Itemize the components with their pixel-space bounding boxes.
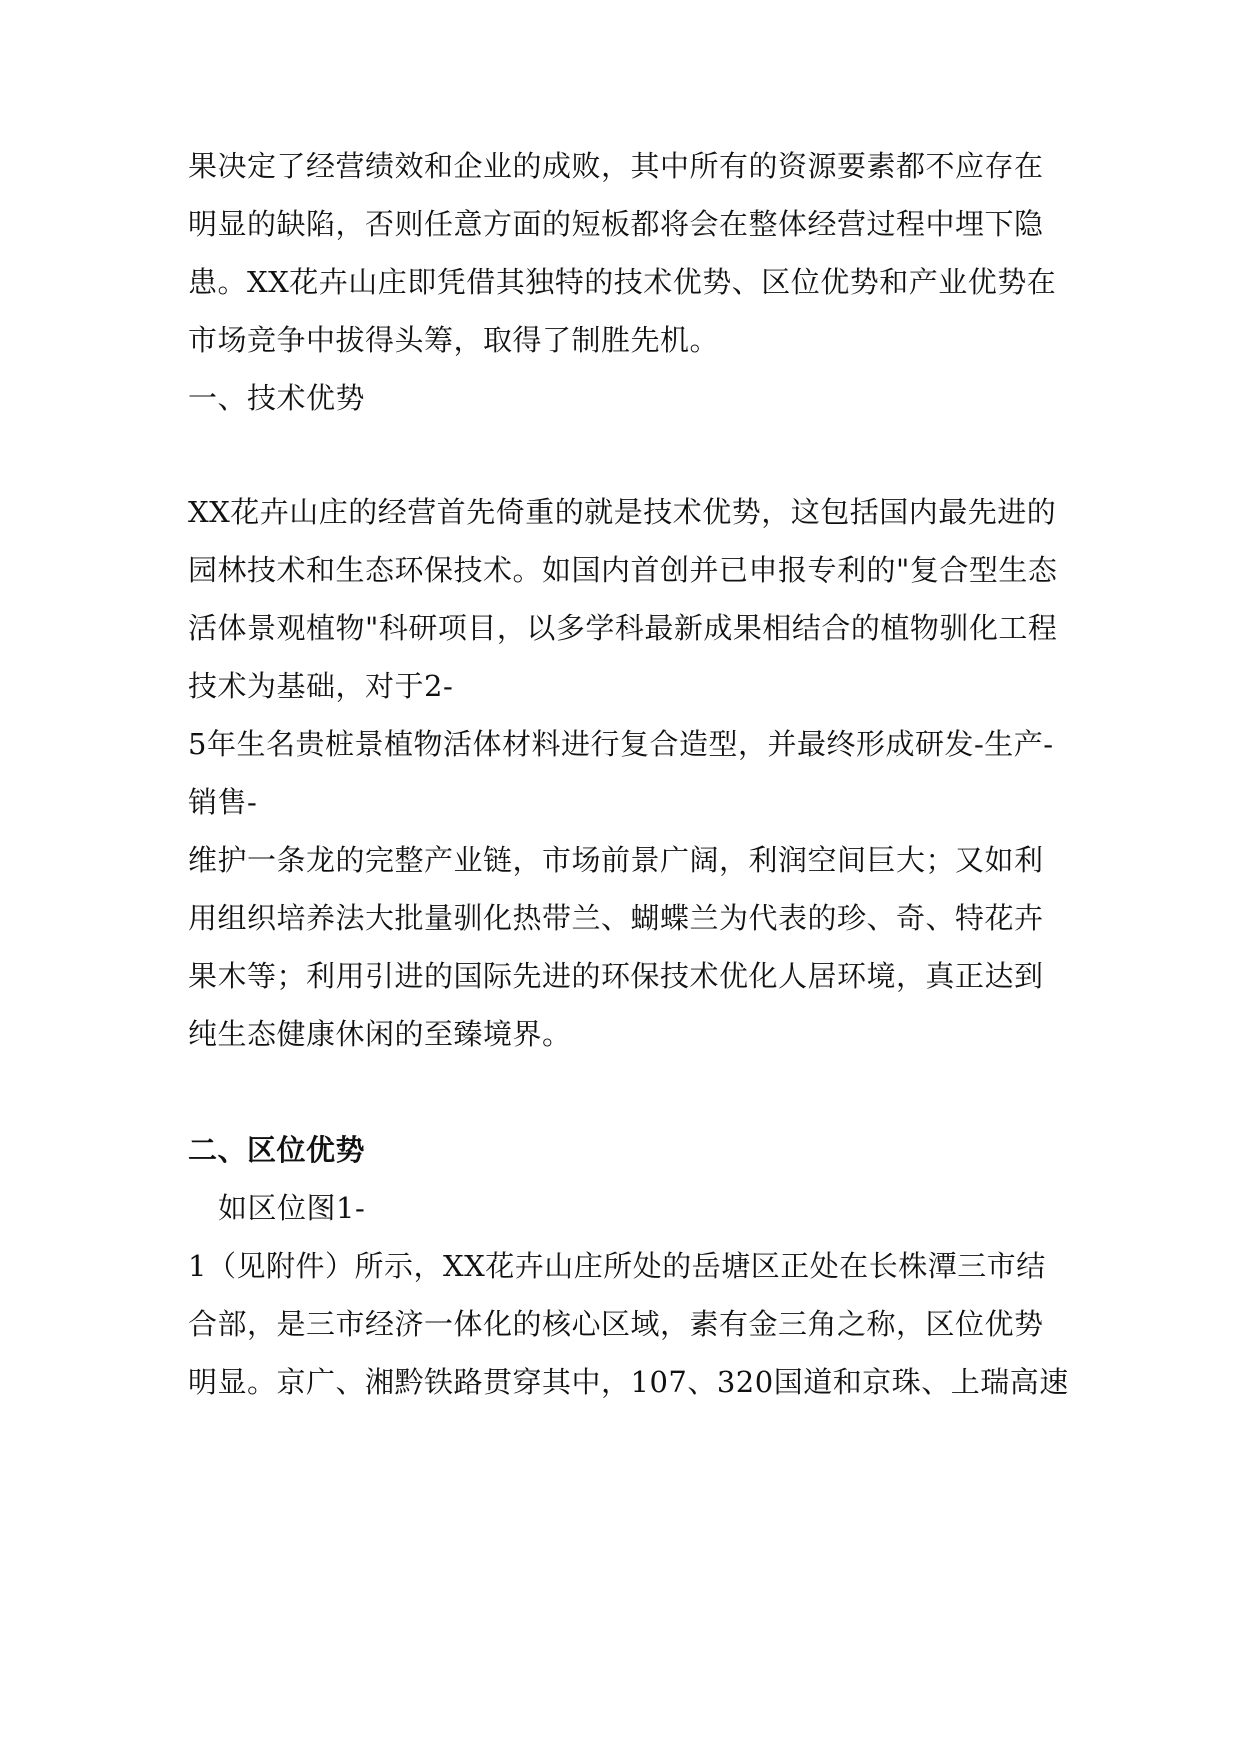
- paragraph-line: 合部，是三市经济一体化的核心区域，素有金三角之称，区位优势: [188, 1307, 1044, 1341]
- paragraph-line: 园林技术和生态环保技术。如国内首创并已申报专利的"复合型生态: [188, 553, 1058, 587]
- paragraph-line: 5年生名贵桩景植物活体材料进行复合造型，并最终形成研发-生产-: [188, 727, 1054, 761]
- paragraph-line: 市场竞争中拔得头筹，取得了制胜先机。: [188, 323, 720, 357]
- paragraph-line: 纯生态健康休闲的至臻境界。: [188, 1017, 572, 1051]
- paragraph-line: 销售-: [188, 785, 258, 819]
- paragraph-line: 果决定了经营绩效和企业的成败，其中所有的资源要素都不应存在: [188, 149, 1044, 183]
- paragraph-line: 果木等；利用引进的国际先进的环保技术优化人居环境，真正达到: [188, 959, 1044, 993]
- section-heading-technology: 一、技术优势: [188, 381, 366, 415]
- paragraph-line: 技术为基础，对于2-: [188, 669, 454, 703]
- paragraph-line: 明显的缺陷，否则任意方面的短板都将会在整体经营过程中埋下隐: [188, 207, 1044, 241]
- section-heading-location: 二、区位优势: [188, 1133, 366, 1167]
- paragraph-line: 维护一条龙的完整产业链，市场前景广阔，利润空间巨大；又如利: [188, 843, 1044, 877]
- paragraph-line: 1（见附件）所示，XX花卉山庄所处的岳塘区正处在长株潭三市结: [188, 1249, 1046, 1283]
- paragraph-line: 用组织培养法大批量驯化热带兰、蝴蝶兰为代表的珍、奇、特花卉: [188, 901, 1044, 935]
- paragraph-line: 如区位图1-: [218, 1191, 366, 1225]
- paragraph-line: 活体景观植物"科研项目，以多学科最新成果相结合的植物驯化工程: [188, 611, 1058, 645]
- paragraph-line: 患。XX花卉山庄即凭借其独特的技术优势、区位优势和产业优势在: [188, 265, 1057, 299]
- paragraph-line: 明显。京广、湘黔铁路贯穿其中，107、320国道和京珠、上瑞高速: [188, 1365, 1069, 1399]
- paragraph-line: XX花卉山庄的经营首先倚重的就是技术优势，这包括国内最先进的: [188, 495, 1057, 529]
